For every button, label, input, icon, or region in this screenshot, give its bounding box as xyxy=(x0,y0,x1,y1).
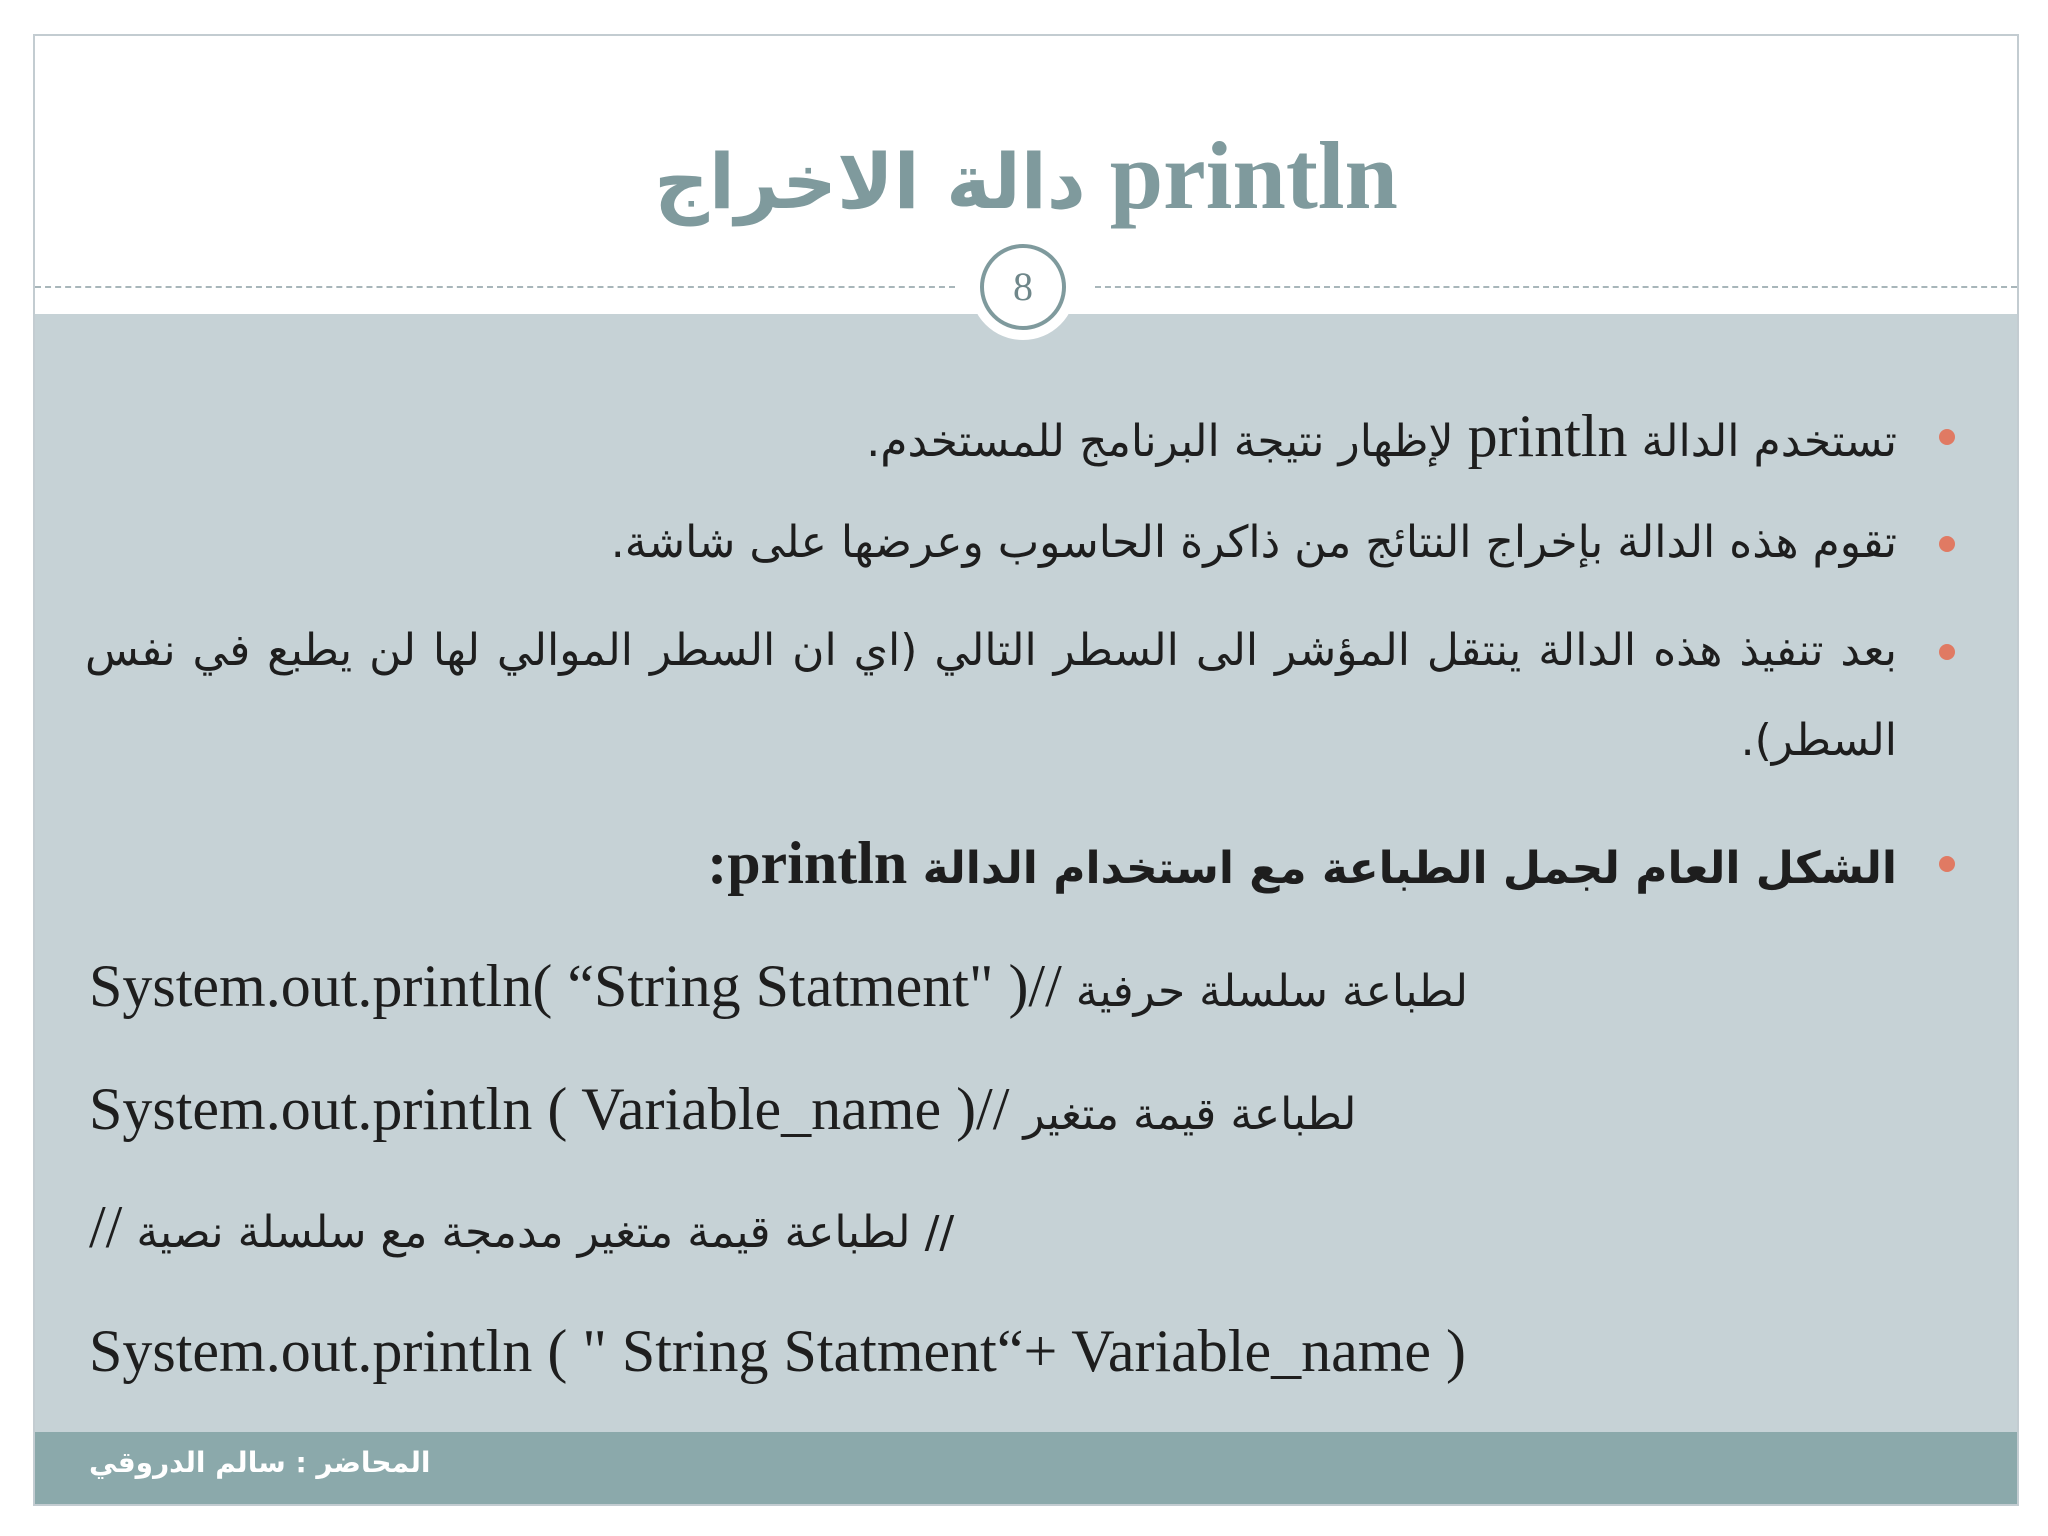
slide-number-badge xyxy=(970,234,1076,340)
code-line-3 xyxy=(89,1182,954,1278)
title-divider-left xyxy=(35,286,955,288)
code-comment: لطباعة سلسلة حرفية xyxy=(1061,966,1468,1017)
slide-number: 8 xyxy=(980,244,1066,330)
bullet-code: println xyxy=(1467,403,1628,469)
bullet-text: الشكل العام لجمل الطباعة مع استخدام الدالة xyxy=(907,843,1897,894)
code-comment: لطباعة قيمة متغير مدمجة مع سلسلة نصية // xyxy=(122,1207,955,1258)
bullet-text: لإظهار نتيجة البرنامج للمستخدم. xyxy=(866,416,1468,467)
bullet-dot-icon xyxy=(1939,536,1955,552)
code-text: // xyxy=(89,1194,123,1260)
code-line-4 xyxy=(89,1306,1466,1396)
bullet-code: println: xyxy=(707,830,908,896)
slide xyxy=(33,34,2019,1506)
bullet-text: بعد تنفيذ هذه الدالة ينتقل المؤشر الى السطر التالي (اي ان السطر الموالي لها لن يطبع في نفس السطر). xyxy=(85,625,1897,766)
lecturer-name: المحاضر : سالم الدروقي xyxy=(89,1446,431,1479)
bullet-item-4 xyxy=(707,818,1897,914)
bullet-dot-icon xyxy=(1939,856,1955,872)
code-text: System.out.println ( " String Statment“+ Variable_name ) xyxy=(89,1318,1467,1384)
bullet-text: تقوم هذه الدالة بإخراج النتائج من ذاكرة الحاسوب وعرضها على شاشة. xyxy=(610,517,1897,568)
bullet-text: تستخدم الدالة xyxy=(1627,416,1897,467)
code-text: System.out.println( “String Statment" )// xyxy=(89,953,1062,1019)
code-comment: لطباعة قيمة متغير xyxy=(1009,1089,1357,1140)
bullet-dot-icon xyxy=(1939,429,1955,445)
slide-title xyxy=(35,116,2017,242)
bullet-item-2 xyxy=(611,498,1897,588)
footer-bar xyxy=(35,1432,2017,1504)
bullet-item-1 xyxy=(866,391,1897,487)
bullet-dot-icon xyxy=(1939,644,1955,660)
code-text: System.out.println ( Variable_name )// xyxy=(89,1076,1010,1142)
slide-title-arabic: دالة الاخراج xyxy=(654,137,1086,226)
code-line-1 xyxy=(89,941,1468,1037)
title-divider-right xyxy=(1095,286,2017,288)
slide-title-keyword: println xyxy=(1109,122,1398,229)
code-line-2 xyxy=(89,1064,1356,1160)
bullet-item-3 xyxy=(85,606,1897,786)
